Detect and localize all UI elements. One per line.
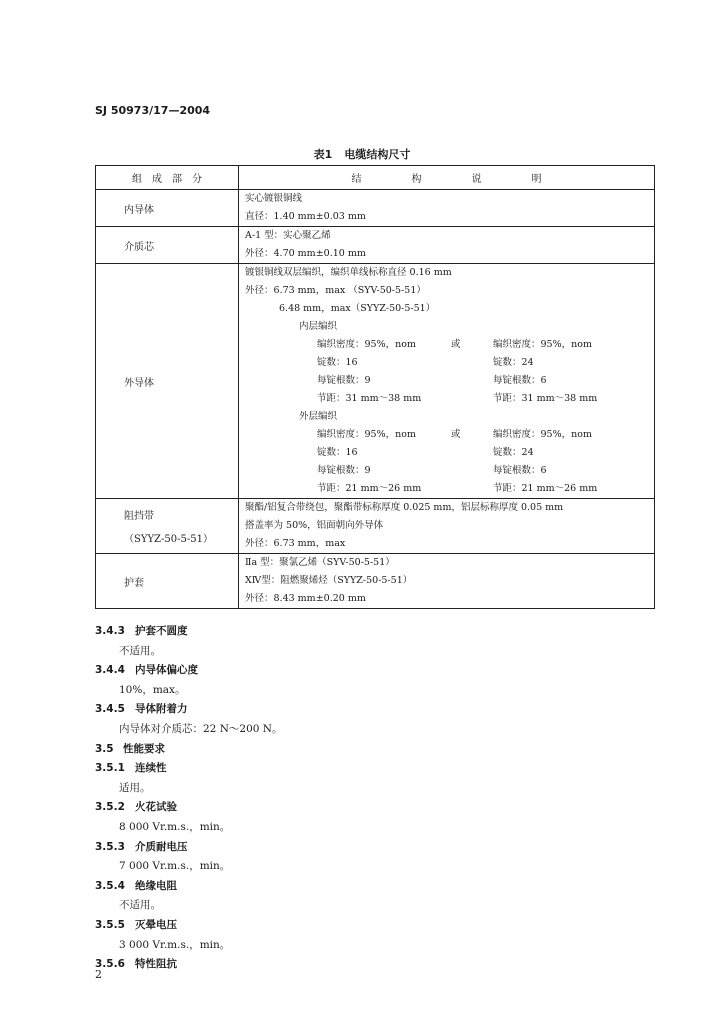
row-name-model: （SYYZ-50-5-51）: [124, 534, 213, 545]
table-caption-title: 电缆结构尺寸: [344, 148, 411, 161]
section-heading: [95, 877, 655, 897]
column-header-component: 组 成 部 分: [96, 166, 239, 190]
section-text: 8 000 Vr.m.s.，min。: [119, 820, 231, 833]
table-header-row: [96, 166, 655, 190]
document-code: SJ 50973/17—2004: [95, 104, 211, 117]
section-heading: [95, 700, 655, 720]
section-title: 灭晕电压: [135, 918, 177, 931]
desc-line: 搭盖率为 50%，铝面朝向外导体: [245, 520, 384, 531]
desc-line: 6.48 mm，max（SYYZ-50-5-51）: [279, 303, 436, 314]
section-number: 3.5.1: [95, 762, 125, 775]
desc-line: 实心镀银铜线: [245, 193, 303, 204]
section-number: 3.5.2: [95, 801, 125, 814]
table-row: [96, 227, 655, 264]
row-name: 内导体: [96, 190, 239, 227]
section-title: 护套不圆度: [135, 625, 188, 637]
option-a: 节距：31 mm～38 mm: [317, 393, 422, 404]
table-row: [96, 190, 655, 227]
option-a: 每锭根数：9: [317, 465, 371, 476]
inner-braid-pair: [239, 372, 654, 390]
option-a: 每锭根数：9: [317, 375, 371, 386]
or-word: 或: [451, 429, 461, 440]
section-title: 特性阻抗: [135, 958, 177, 971]
desc-line: 直径：1.40 mm±0.03 mm: [245, 211, 366, 222]
section-title: 绝缘电阻: [135, 879, 177, 892]
outer-braid-pair: [239, 426, 654, 444]
section-heading: [95, 798, 655, 818]
desc-line: 外径：6.73 mm，max: [245, 538, 346, 549]
section-heading: [95, 838, 655, 858]
row-description: [239, 499, 655, 554]
section-text: 3 000 Vr.m.s.，min。: [119, 938, 231, 951]
inner-braid-pair: [239, 390, 654, 408]
desc-line: 镀银铜线双层编织，编织单线标称直径 0.16 mm: [245, 267, 452, 278]
or-word: 或: [451, 339, 461, 350]
option-a: 编织密度：95%，nom: [317, 339, 416, 350]
desc-line: 外径：4.70 mm±0.10 mm: [245, 248, 366, 259]
desc-line: 外径：8.43 mm±0.20 mm: [245, 593, 366, 604]
section-title: 导体附着力: [135, 703, 188, 716]
page-number: 2: [95, 968, 102, 981]
table-caption-label: 表1: [313, 148, 333, 161]
option-b: 编织密度：95%，nom: [493, 429, 592, 440]
section-title: 连续性: [135, 762, 167, 775]
option-a: 编织密度：95%，nom: [317, 429, 416, 440]
section-number: 3.5.4: [95, 879, 125, 892]
outer-braid-pair: [239, 462, 654, 480]
column-header-description: 结 构 说 明: [239, 166, 655, 190]
section-text: 不适用。: [119, 644, 161, 657]
table-row: [96, 499, 655, 554]
cable-structure-table: [95, 165, 655, 609]
section-number: 3.4.5: [95, 703, 125, 716]
desc-line: Ⅱa 型：聚氯乙烯（SYV-50-5-51）: [245, 557, 395, 568]
desc-line: 聚酯/铝复合带绕包，聚酯带标称厚度 0.025 mm，铝层标称厚度 0.05 mm: [245, 502, 564, 513]
option-b: 锭数：24: [493, 357, 534, 368]
body-sections: [95, 622, 655, 975]
option-a: 锭数：16: [317, 357, 358, 368]
outer-braid-pair: [239, 480, 654, 498]
row-description: [239, 264, 655, 499]
option-b: 节距：31 mm～38 mm: [493, 393, 598, 404]
inner-braid-label: 内层编织: [299, 321, 338, 332]
desc-line: 外径：6.73 mm，max （SYV-50-5-51）: [245, 285, 426, 296]
section-number: 3.4.3: [95, 625, 125, 637]
section-title: 性能要求: [123, 742, 165, 755]
desc-line: A-1 型：实心聚乙烯: [245, 230, 331, 241]
row-description: [239, 190, 655, 227]
row-description: [239, 227, 655, 264]
table-row: [96, 554, 655, 609]
section-heading: [95, 740, 655, 760]
row-name: [96, 499, 239, 554]
section-text: 适用。: [119, 781, 151, 794]
outer-braid-label: 外层编织: [299, 411, 338, 422]
section-text: 内导体对介质芯：22 N～200 N。: [119, 722, 283, 735]
table-row: [96, 264, 655, 499]
option-b: 每锭根数：6: [493, 465, 547, 476]
section-text: 10%，max。: [119, 683, 186, 696]
section-title: 火花试验: [135, 801, 177, 814]
section-heading: [95, 622, 655, 642]
row-name: 介质芯: [96, 227, 239, 264]
option-b: 锭数：24: [493, 447, 534, 458]
section-heading: [95, 916, 655, 936]
option-a: 锭数：16: [317, 447, 358, 458]
section-title: 内导体偏心度: [135, 664, 198, 677]
section-number: 3.4.4: [95, 664, 125, 677]
section-title: 介质耐电压: [135, 840, 188, 853]
option-a: 节距：21 mm～26 mm: [317, 483, 422, 494]
row-name: 护套: [96, 554, 239, 609]
section-number: 3.5.6: [95, 958, 125, 971]
row-name: 外导体: [96, 264, 239, 499]
section-number: 3.5: [95, 742, 114, 755]
section-text: 7 000 Vr.m.s.，min。: [119, 860, 231, 873]
outer-braid-pair: [239, 444, 654, 462]
inner-braid-pair: [239, 354, 654, 372]
option-b: 编织密度：95%，nom: [493, 339, 592, 350]
option-b: 节距：21 mm～26 mm: [493, 483, 598, 494]
section-heading: [95, 759, 655, 779]
section-text: 不适用。: [119, 899, 161, 912]
section-heading: [95, 955, 655, 975]
option-b: 每锭根数：6: [493, 375, 547, 386]
section-number: 3.5.5: [95, 918, 125, 931]
row-name-line: 阻挡带: [124, 511, 154, 522]
table-caption: [0, 146, 724, 162]
desc-line: XⅣ型：阻燃聚烯烃（SYYZ-50-5-51）: [245, 575, 413, 586]
row-description: [239, 554, 655, 609]
inner-braid-pair: [239, 336, 654, 354]
section-heading: [95, 661, 655, 681]
section-number: 3.5.3: [95, 840, 125, 853]
